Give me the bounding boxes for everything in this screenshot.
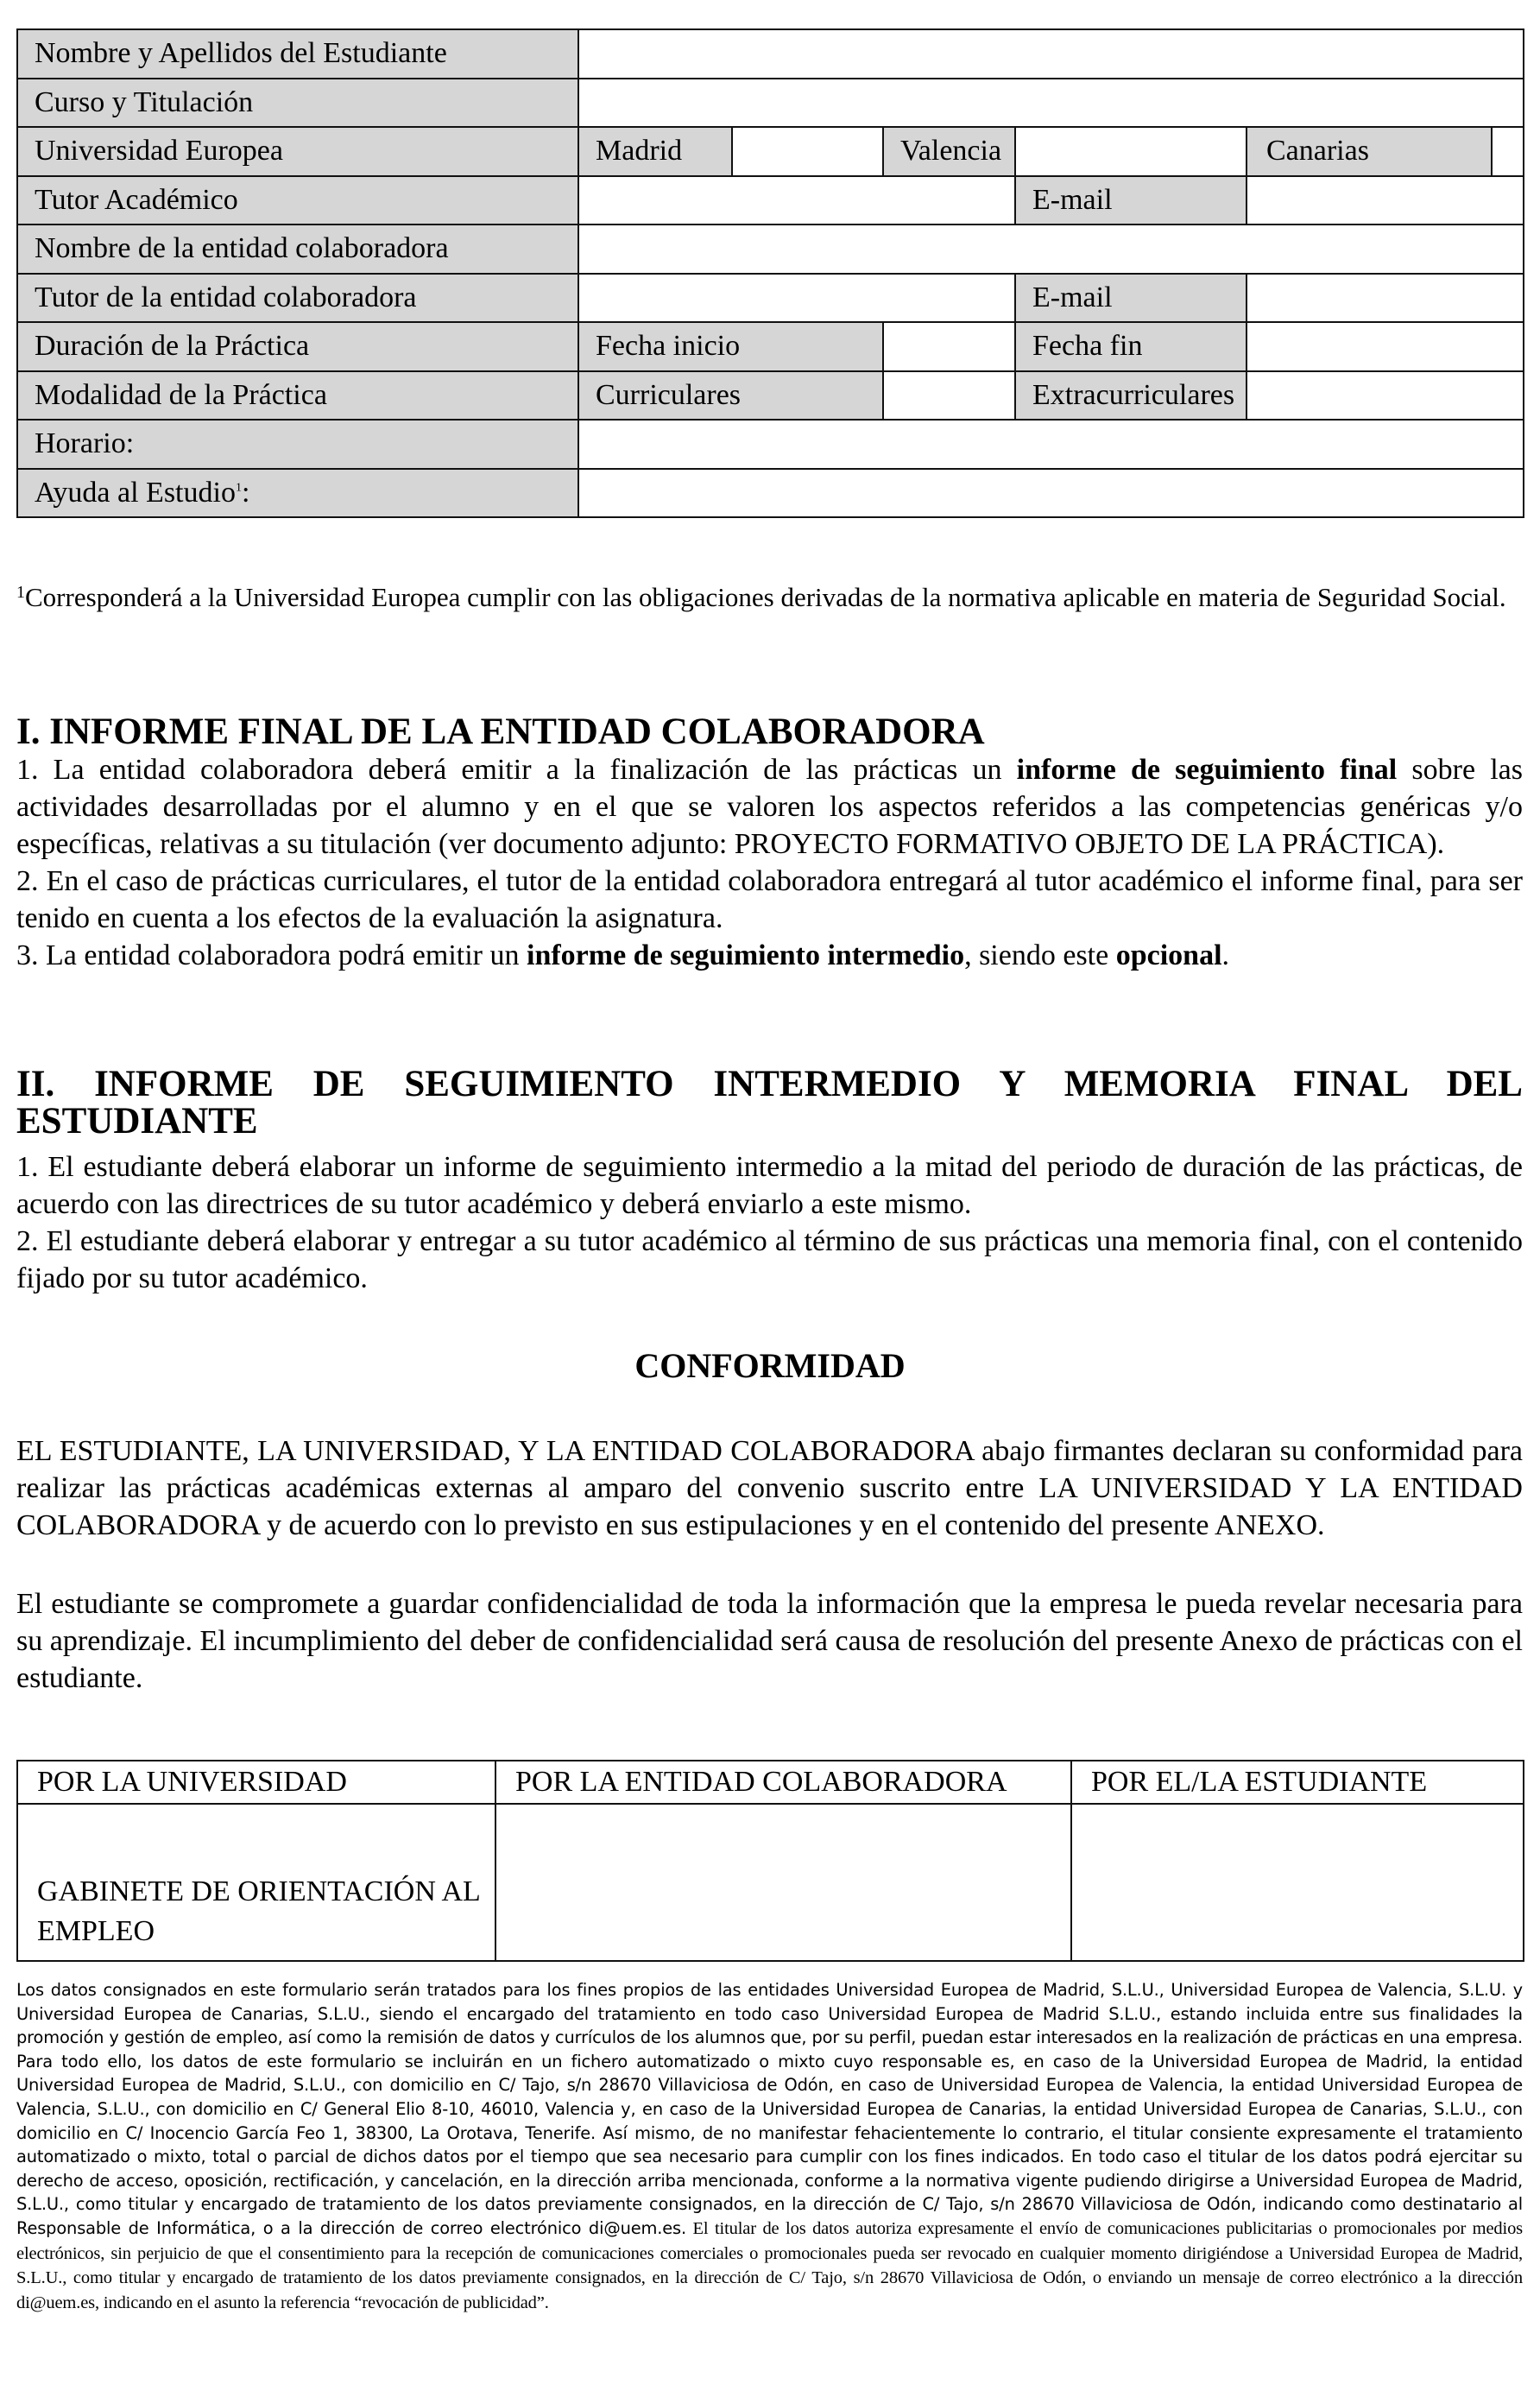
duration-label: Duración de la Práctica bbox=[17, 322, 578, 371]
grant-colon: : bbox=[241, 476, 250, 509]
grant-footnote-mark: 1 bbox=[235, 481, 242, 495]
grant-label-text: Ayuda al Estudio bbox=[35, 476, 236, 509]
extracurricular-label: Extracurriculares bbox=[1015, 371, 1247, 421]
data-protection-notice bbox=[16, 1978, 1523, 2315]
campus-madrid-label: Madrid bbox=[578, 127, 732, 176]
curricular-field[interactable] bbox=[883, 371, 1015, 421]
data-protection-text-serif: El titular de los datos autoriza expresamente el envío de comunicaciones publicitarias o promocionales por medios electrónicos, sin perjuicio de que el consentimiento para la recepción de comunicaciones comerciales o promocionales pueda ser revocado en cualquier momento dirigiéndose a Universidad Europea de Madrid, S.L.U., como titular y encargado de tratamiento de los datos previamente consignados, en la dirección de C/ Tajo, s/n 28670 Villaviciosa de Odón, o enviando un mensaje de correo electrónico a la dirección di@uem.es, indicando en el asunto la referencia “revocación de publicidad”. bbox=[16, 2218, 1523, 2312]
entity-name-row bbox=[17, 225, 1524, 274]
campus-valencia-field[interactable] bbox=[1015, 127, 1247, 176]
student-name-row bbox=[17, 29, 1524, 79]
academic-tutor-field[interactable] bbox=[578, 176, 1015, 225]
course-row bbox=[17, 79, 1524, 128]
conformidad-paragraph-1: EL ESTUDIANTE, LA UNIVERSIDAD, Y LA ENTIDAD COLABORADORA abajo firmantes declaran su conformidad para realizar las prácticas académicas externas al amparo del convenio suscrito entre LA UNIVERSIDAD Y LA ENTIDAD COLABORADORA y de acuerdo con lo previsto en sus estipulaciones y en el contenido del presente ANEXO. bbox=[16, 1435, 1523, 1541]
entity-name-label: Nombre de la entidad colaboradora bbox=[17, 225, 578, 274]
course-label: Curso y Titulación bbox=[17, 79, 578, 128]
start-date-label bbox=[578, 322, 883, 371]
academic-tutor-row bbox=[17, 176, 1524, 225]
entity-tutor-email-label: E-mail bbox=[1015, 274, 1247, 323]
entity-name-field[interactable] bbox=[578, 225, 1524, 274]
modality-label: Modalidad de la Práctica bbox=[17, 371, 578, 421]
campus-valencia-label: Valencia bbox=[883, 127, 1015, 176]
section1-title: I. INFORME FINAL DE LA ENTIDAD COLABORADORA bbox=[16, 712, 985, 752]
start-date-label-text: Fecha inicio bbox=[596, 330, 741, 363]
end-date-field[interactable] bbox=[1247, 322, 1524, 371]
section1-p3-text-a: 3. La entidad colaboradora podrá emitir un bbox=[16, 939, 527, 971]
entity-tutor-row bbox=[17, 274, 1524, 323]
section2-paragraph-2: 2. El estudiante deberá elaborar y entregar a su tutor académico al término de sus prácticas una memoria final, con el contenido fijado por su tutor académico. bbox=[16, 1225, 1523, 1294]
grant-label bbox=[17, 469, 578, 518]
campus-canarias-cell bbox=[1247, 127, 1524, 176]
university-signature-text: GABINETE DE ORIENTACIÓN AL EMPLEO bbox=[37, 1875, 480, 1947]
schedule-label: Horario: bbox=[17, 420, 578, 469]
university-signature-header: POR LA UNIVERSIDAD bbox=[17, 1761, 495, 1804]
end-date-label: Fecha fin bbox=[1015, 322, 1247, 371]
schedule-field[interactable] bbox=[578, 420, 1524, 469]
university-row bbox=[17, 127, 1524, 176]
conformidad-paragraph-2: El estudiante se compromete a guardar confidencialidad de toda la información que la empresa le pueda revelar necesaria para su aprendizaje. El incumplimiento del deber de confidencialidad será causa de resolución del presente Anexo de prácticas con el estudiante. bbox=[16, 1588, 1523, 1694]
section1-paragraph-2: 2. En el caso de prácticas curriculares, el tutor de la entidad colaboradora entregará al tutor académico el informe final, para ser tenido en cuenta a los efectos de la evaluación la asignatura. bbox=[16, 865, 1523, 934]
grant-field[interactable] bbox=[578, 469, 1524, 518]
section1-p3-text-e: . bbox=[1221, 939, 1230, 971]
university-signature-box[interactable] bbox=[17, 1804, 495, 1961]
section2-title: II. INFORME DE SEGUIMIENTO INTERMEDIO Y MEMORIA FINAL DEL ESTUDIANTE bbox=[16, 1064, 1523, 1142]
signature-header-row bbox=[17, 1761, 1524, 1804]
footnote-text: Corresponderá a la Universidad Europea cumplir con las obligaciones derivadas de la normativa aplicable en materia de Seguridad Social. bbox=[25, 582, 1506, 612]
data-protection-text-sans: Los datos consignados en este formulario serán tratados para los fines propios de las entidades Universidad Europea de Madrid, S.L.U., Universidad Europea de Valencia, S.L.U. y Universidad Europea de Canarias, S.L.U., siendo el encargado del tratamiento en todo caso Universidad Europea de Madrid S.L.U., estando incluida entre sus finalidades la promoción y gestión de empleo, así como la remisión de datos y currículos de los alumnos que, por su perfil, puedan estar interesados en la realización de prácticas en una empresa. Para todo ello, los datos de este formulario se incluirán en un fichero automatizado o mixto cuyo responsable es, en caso de la Universidad Europea de Madrid, la entidad Universidad Europea de Madrid, S.L.U., con domicilio en C/ Tajo, s/n 28670 Villaviciosa de Odón, en caso de Universidad Europea de Valencia, la entidad Universidad Europea de Valencia, S.L.U., con domicilio en C/ General Elio 8-10, 46010, Valencia y, en caso de la Universidad Europea de Canarias, la entidad Universidad Europea de Canarias, S.L.U., con domicilio en C/ Inocencio García Feo 1, 38300, La Orotava, Tenerife. Así mismo, de no manifestar fehacientemente lo contrario, el titular consiente expresamente el tratamiento automatizado o mixto, total o parcial de dichos datos por el tiempo que sea necesario para cumplir con los fines indicados. En todo caso el titular de los datos podrá ejercitar su derecho de acceso, oposición, rectificación, y cancelación, en la dirección arriba mencionada, conforme a la normativa vigente pudiendo dirigirse a Universidad Europea de Madrid, S.L.U., como titular y encargado de tratamiento de los datos previamente consignados, en la dirección de C/ Tajo, s/n 28670 Villaviciosa de Odón, indicando como destinatario al Responsable de Informática, o a la dirección de correo electrónico di@uem.es. bbox=[16, 1980, 1523, 2238]
footnote-mark: 1 bbox=[16, 583, 25, 602]
modality-row bbox=[17, 371, 1524, 421]
university-label: Universidad Europea bbox=[17, 127, 578, 176]
conformidad-title: CONFORMIDAD bbox=[634, 1346, 906, 1385]
entity-signature-header: POR LA ENTIDAD COLABORADORA bbox=[495, 1761, 1071, 1804]
practice-info-table bbox=[16, 28, 1524, 518]
student-signature-box[interactable] bbox=[1071, 1804, 1524, 1961]
section1-p1-text-c: sobre las actividades desarrolladas por el alumno y en el que se valoren los aspectos referidos a las competencias genéricas y/o específicas, relativas a su titulación (ver documento adjunto: PROYECTO FORMATIVO OBJETO DE LA PRÁCTICA). bbox=[16, 754, 1524, 860]
academic-tutor-email-field[interactable] bbox=[1247, 176, 1524, 225]
section1-paragraph-3 bbox=[16, 937, 1523, 974]
campus-madrid-field[interactable] bbox=[732, 127, 883, 176]
entity-tutor-label: Tutor de la entidad colaboradora bbox=[17, 274, 578, 323]
grant-row bbox=[17, 469, 1524, 518]
section1-p3-bold-1: informe de seguimiento intermedio bbox=[527, 939, 965, 971]
start-date-field[interactable] bbox=[883, 322, 1015, 371]
schedule-row bbox=[17, 420, 1524, 469]
student-signature-header: POR EL/LA ESTUDIANTE bbox=[1071, 1761, 1524, 1804]
student-name-label: Nombre y Apellidos del Estudiante bbox=[17, 29, 578, 79]
signature-table bbox=[16, 1760, 1524, 1962]
duration-row bbox=[17, 322, 1524, 371]
entity-tutor-field[interactable] bbox=[578, 274, 1015, 323]
section1-p1-text-a: 1. La entidad colaboradora deberá emitir a la finalización de las prácticas un bbox=[16, 754, 1017, 786]
signature-body-row bbox=[17, 1804, 1524, 1961]
campus-canarias-field[interactable] bbox=[1491, 128, 1523, 175]
academic-tutor-email-label: E-mail bbox=[1015, 176, 1247, 225]
academic-tutor-label: Tutor Académico bbox=[17, 176, 578, 225]
curricular-label: Curriculares bbox=[578, 371, 883, 421]
extracurricular-field[interactable] bbox=[1247, 371, 1524, 421]
section1-p3-bold-2: opcional bbox=[1115, 939, 1222, 971]
section2-paragraph-1: 1. El estudiante deberá elaborar un informe de seguimiento intermedio a la mitad del periodo de duración de las prácticas, de acuerdo con las directrices de su tutor académico y deberá enviarlo a este mismo. bbox=[16, 1151, 1523, 1220]
student-name-field[interactable] bbox=[578, 29, 1524, 79]
section1-p3-text-c: , siendo este bbox=[964, 939, 1116, 971]
entity-tutor-email-field[interactable] bbox=[1247, 274, 1524, 323]
entity-signature-box[interactable] bbox=[495, 1804, 1071, 1961]
section1-p1-bold: informe de seguimiento final bbox=[1016, 754, 1398, 786]
footnote bbox=[16, 570, 1523, 620]
section1-paragraph-1 bbox=[16, 751, 1523, 863]
section2-body bbox=[16, 1148, 1523, 1297]
campus-canarias-label: Canarias bbox=[1266, 135, 1369, 168]
course-field[interactable] bbox=[578, 79, 1524, 128]
section1-body bbox=[16, 751, 1523, 974]
